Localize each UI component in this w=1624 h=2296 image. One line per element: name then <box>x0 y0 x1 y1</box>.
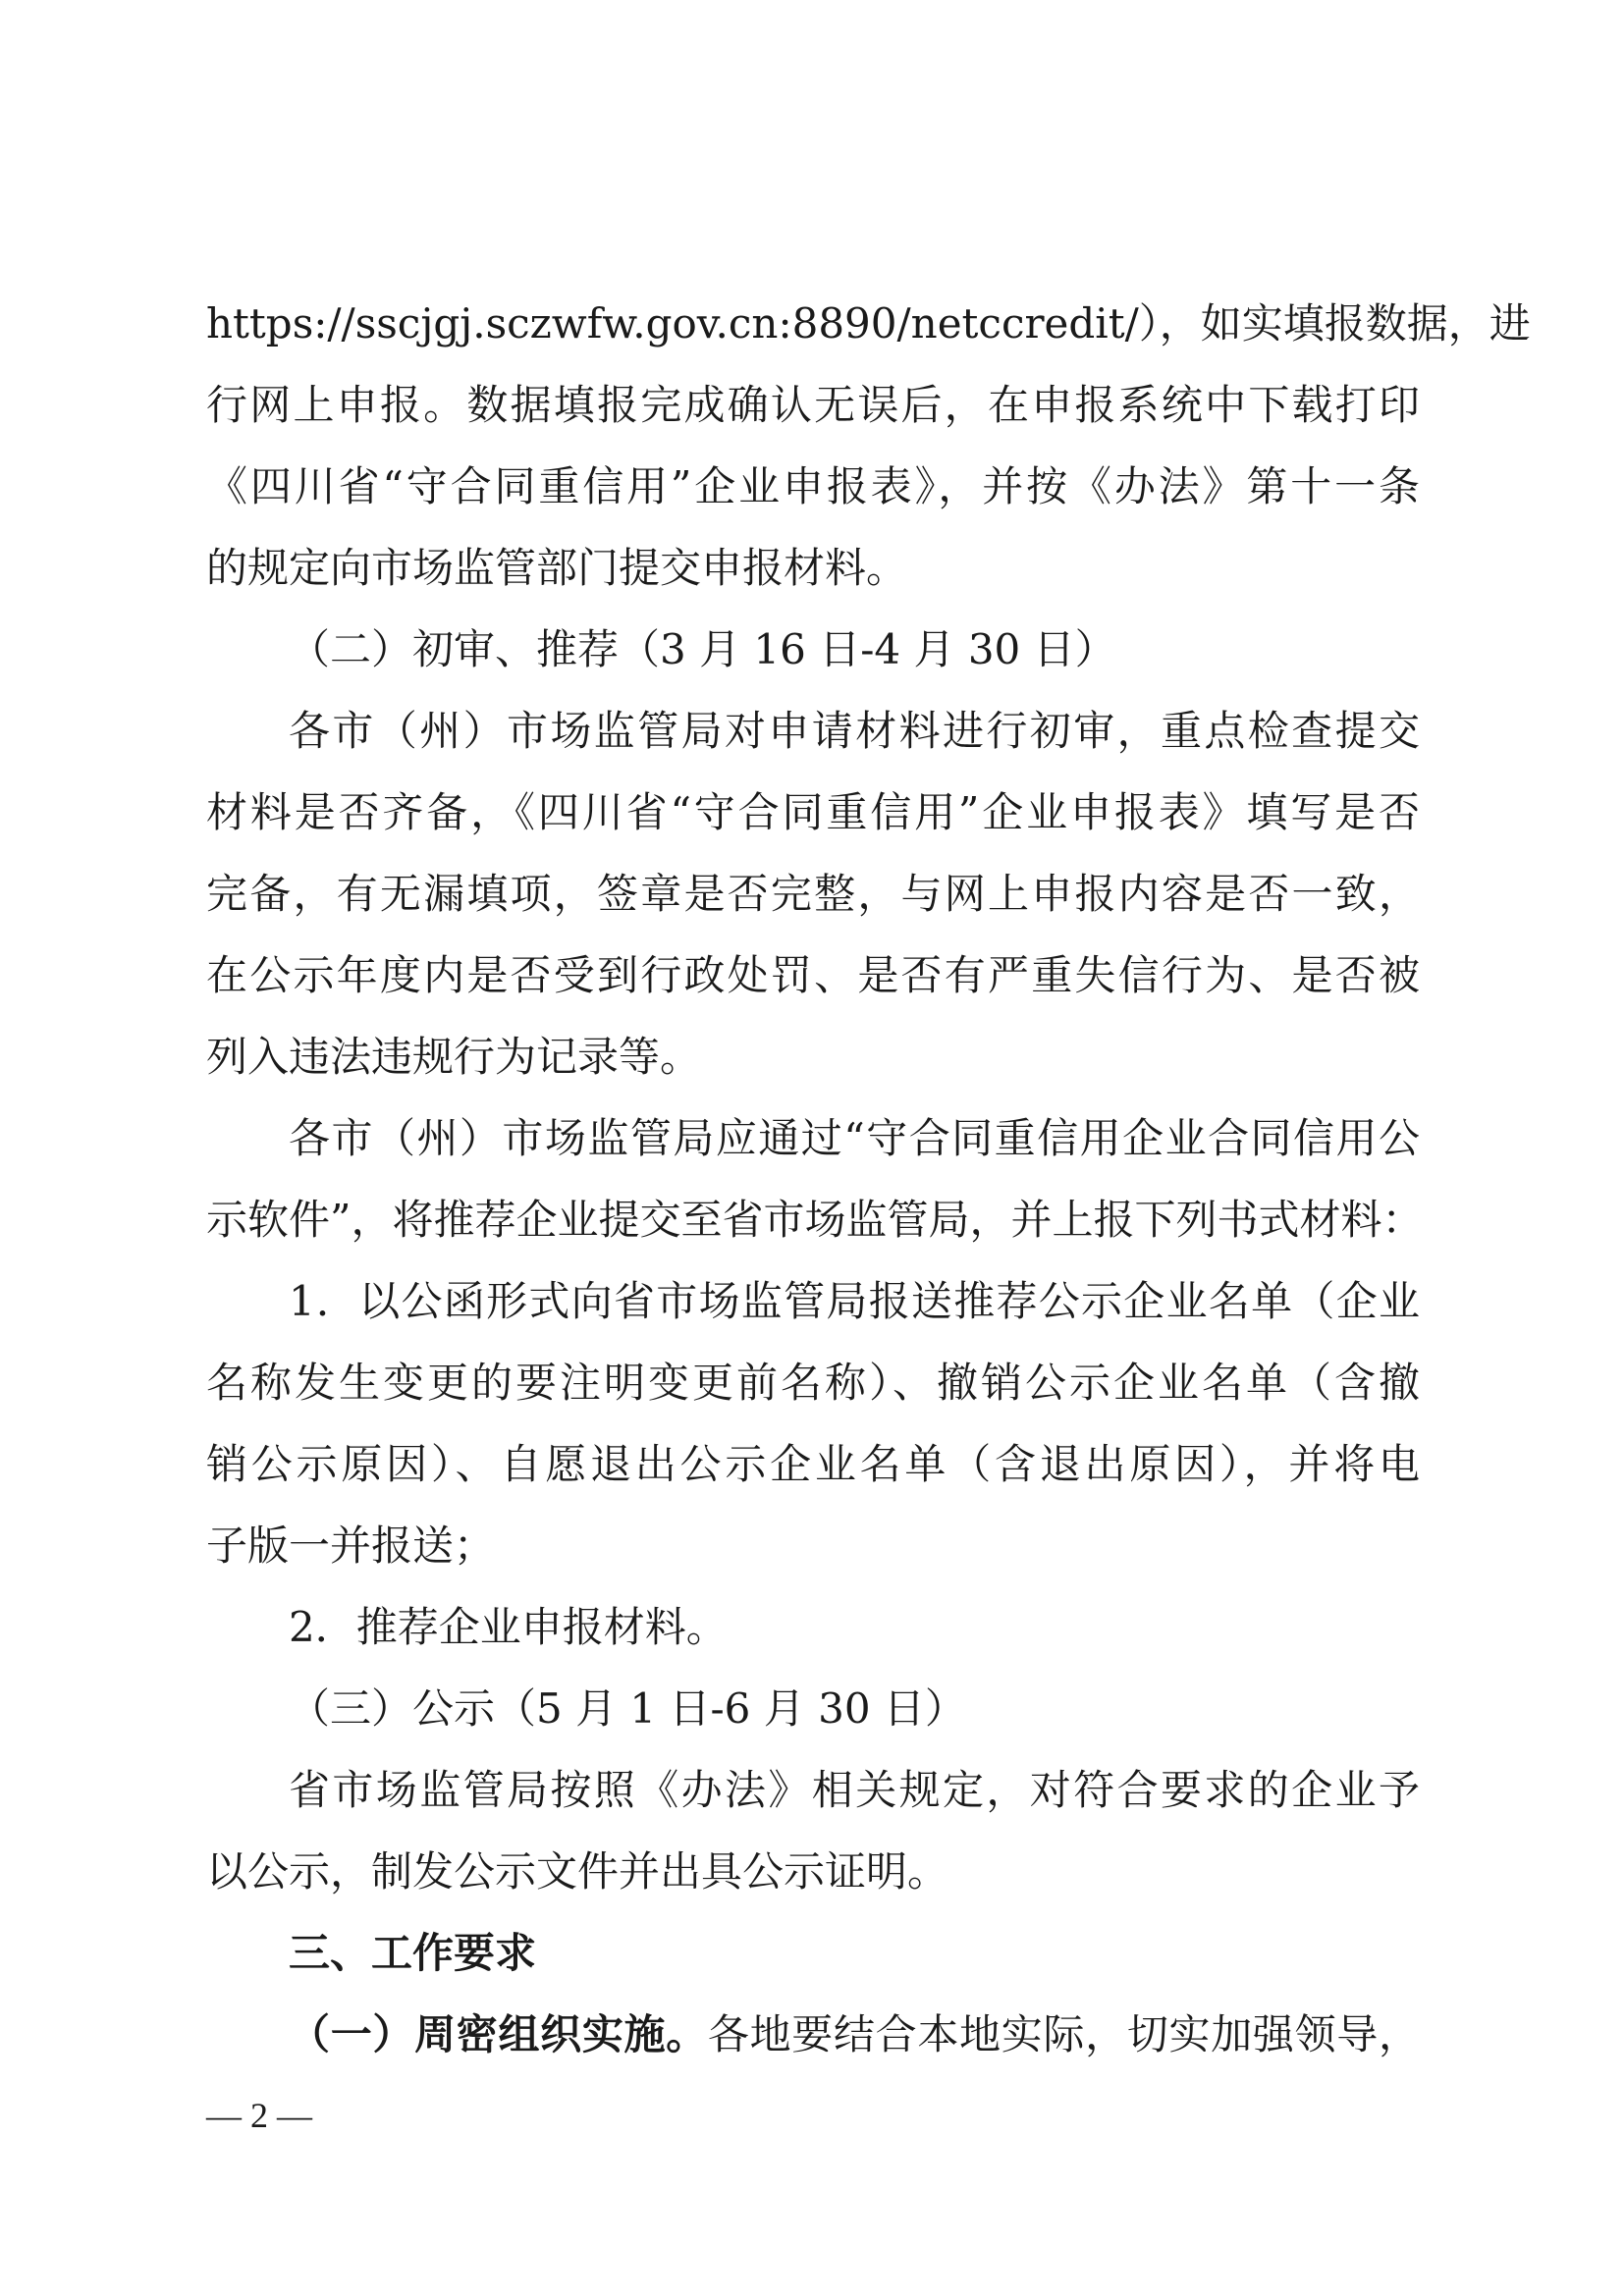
paragraph-line: 《四川省“守合同重信用”企业申报表》，并按《办法》第十一条 <box>206 462 1420 510</box>
list-item-line: 1．以公函形式向省市场监管局报送推荐公示企业名单（企业 <box>289 1277 1420 1325</box>
subheading-inline: （一）周密组织实施。 <box>289 2010 708 2058</box>
paragraph-line: 以公示，制发公示文件并出具公示证明。 <box>206 1847 949 1896</box>
section-subheading: （二）初审、推荐（3 月 16 日-4 月 30 日） <box>289 625 1116 673</box>
section-subheading: （三）公示（5 月 1 日-6 月 30 日） <box>289 1684 966 1733</box>
paragraph-line: 材料是否齐备，《四川省“守合同重信用”企业申报表》填写是否 <box>206 788 1420 836</box>
paragraph-line: 省市场监管局按照《办法》相关规定，对符合要求的企业予 <box>289 1766 1420 1814</box>
list-item-line: 2．推荐企业申报材料。 <box>289 1603 728 1651</box>
paragraph-line <box>289 2005 1420 2064</box>
paragraph-line: 行网上申报。数据填报完成确认无误后，在申报系统中下载打印 <box>206 381 1420 429</box>
paragraph-text: 各地要结合本地实际，切实加强领导， <box>707 2010 1420 2058</box>
page-number: — 2 — <box>206 2096 312 2135</box>
paragraph-line: 示软件”，将推荐企业提交至省市场监管局，并上报下列书式材料： <box>206 1196 1424 1244</box>
paragraph-line: 各市（州）市场监管局对申请材料进行初审，重点检查提交 <box>289 707 1420 755</box>
paragraph-line: https://sscjgj.sczwfw.gov.cn:8890/netccredit/），如实填报数据，进 <box>206 299 1531 347</box>
list-item-line: 子版一并报送； <box>206 1522 496 1570</box>
paragraph-line: 的规定向市场监管部门提交申报材料。 <box>206 544 908 592</box>
paragraph-line: 各市（州）市场监管局应通过“守合同重信用企业合同信用公 <box>289 1114 1420 1162</box>
paragraph-line: 列入违法违规行为记录等。 <box>206 1033 702 1081</box>
list-item-line: 销公示原因）、自愿退出公示企业名单（含退出原因），并将电 <box>206 1440 1420 1488</box>
section-heading: 三、工作要求 <box>289 1929 537 1977</box>
list-item-line: 名称发生变更的要注明变更前名称）、撤销公示企业名单（含撤 <box>206 1359 1420 1407</box>
paragraph-line: 在公示年度内是否受到行政处罚、是否有严重失信行为、是否被 <box>206 951 1420 999</box>
paragraph-line: 完备，有无漏填项，签章是否完整，与网上申报内容是否一致， <box>206 870 1420 918</box>
